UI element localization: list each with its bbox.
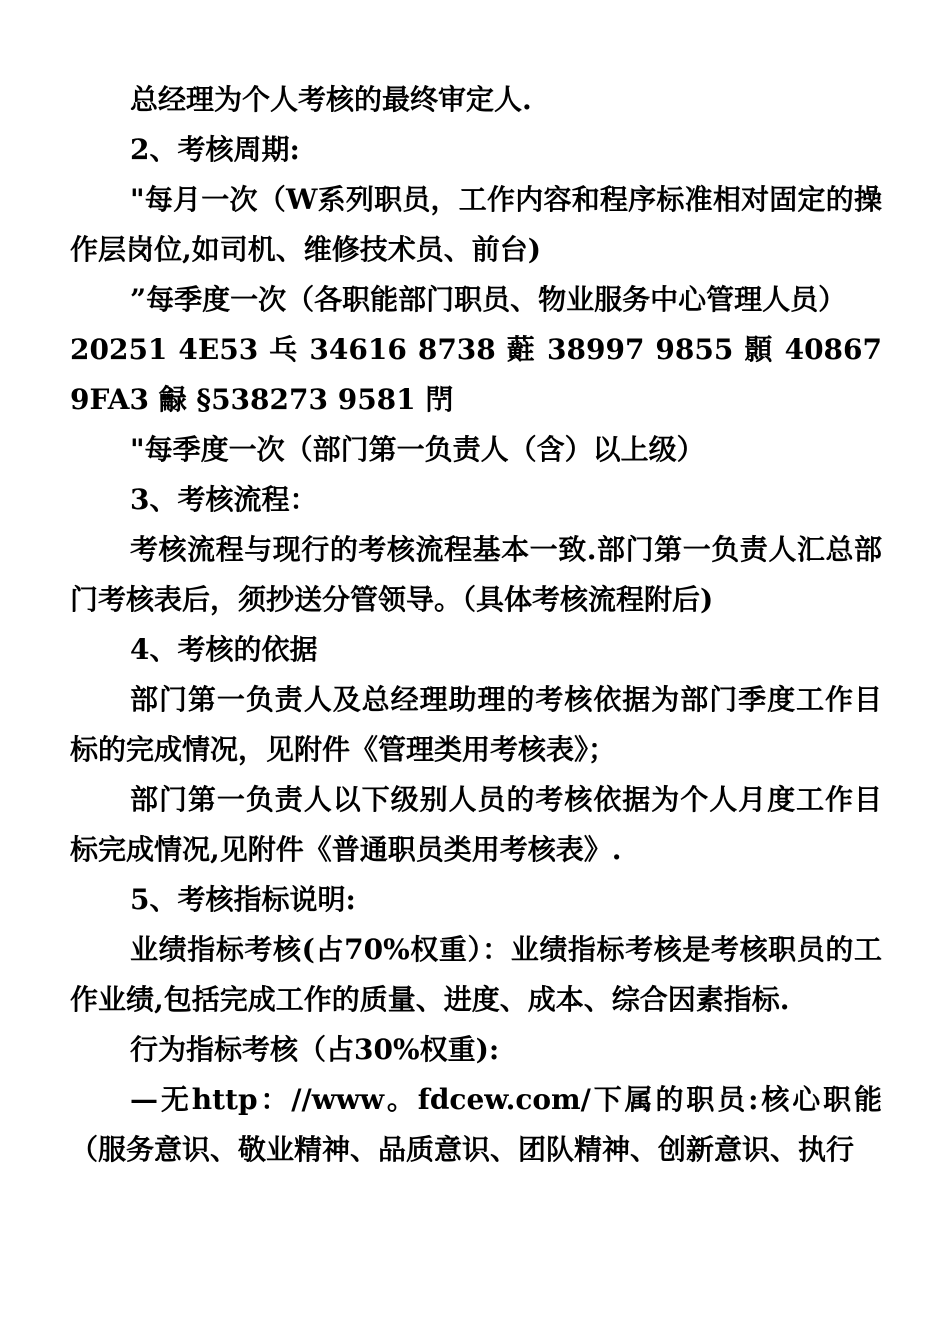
paragraph-process-description: 考核流程与现行的考核流程基本一致.部门第一负责人汇总部门考核表后，须抄送分管领导。（具体考核流程附后) [70,533,882,616]
heading-indicator-description: 5、考核指标说明: [130,883,356,916]
paragraph-behavior-indicators: 行为指标考核（占30%权重): [130,1033,500,1066]
heading-assessment-process: 3、考核流程： [130,483,318,516]
paragraph-quarterly-heads: "每季度一次（部门第一负责人（含）以上级） [130,433,705,466]
heading-assessment-basis: 4、考核的依据 [130,633,318,666]
paragraph-quarterly-staff: ”每季度一次（各职能部门职员、物业服务中心管理人员） [130,283,847,316]
paragraph-core-competencies: —无http：//www。fdcew.com/下属的职员:核心职能（服务意识、敬业精神、品质意识、团队精神、创新意识、执行 [70,1083,882,1166]
heading-assessment-cycle: 2、考核周期: [130,133,300,166]
paragraph-basis-staff: 部门第一负责人以下级别人员的考核依据为个人月度工作目标完成情况,见附件《普通职员类用考核表》. [70,783,882,866]
document-page [70,75,882,1175]
paragraph-performance-indicators: 业绩指标考核(占70%权重）：业绩指标考核是考核职员的工作业绩,包括完成工作的质量、进度、成本、综合因素指标. [70,933,882,1016]
paragraph-monthly-cycle: "每月一次（W系列职员，工作内容和程序标准相对固定的操作层岗位,如司机、维修技术员、前台) [70,183,882,266]
paragraph-garbled-codes: 20251 4E53 乓 34616 8738 蘣 38997 9855 顥 40867 9FA3 龣 §538273 9581 閅 [70,333,882,416]
paragraph-basis-managers: 部门第一负责人及总经理助理的考核依据为部门季度工作目标的完成情况，见附件《管理类用考核表》； [70,683,882,766]
paragraph-final-approver: 总经理为个人考核的最终审定人. [130,83,532,116]
